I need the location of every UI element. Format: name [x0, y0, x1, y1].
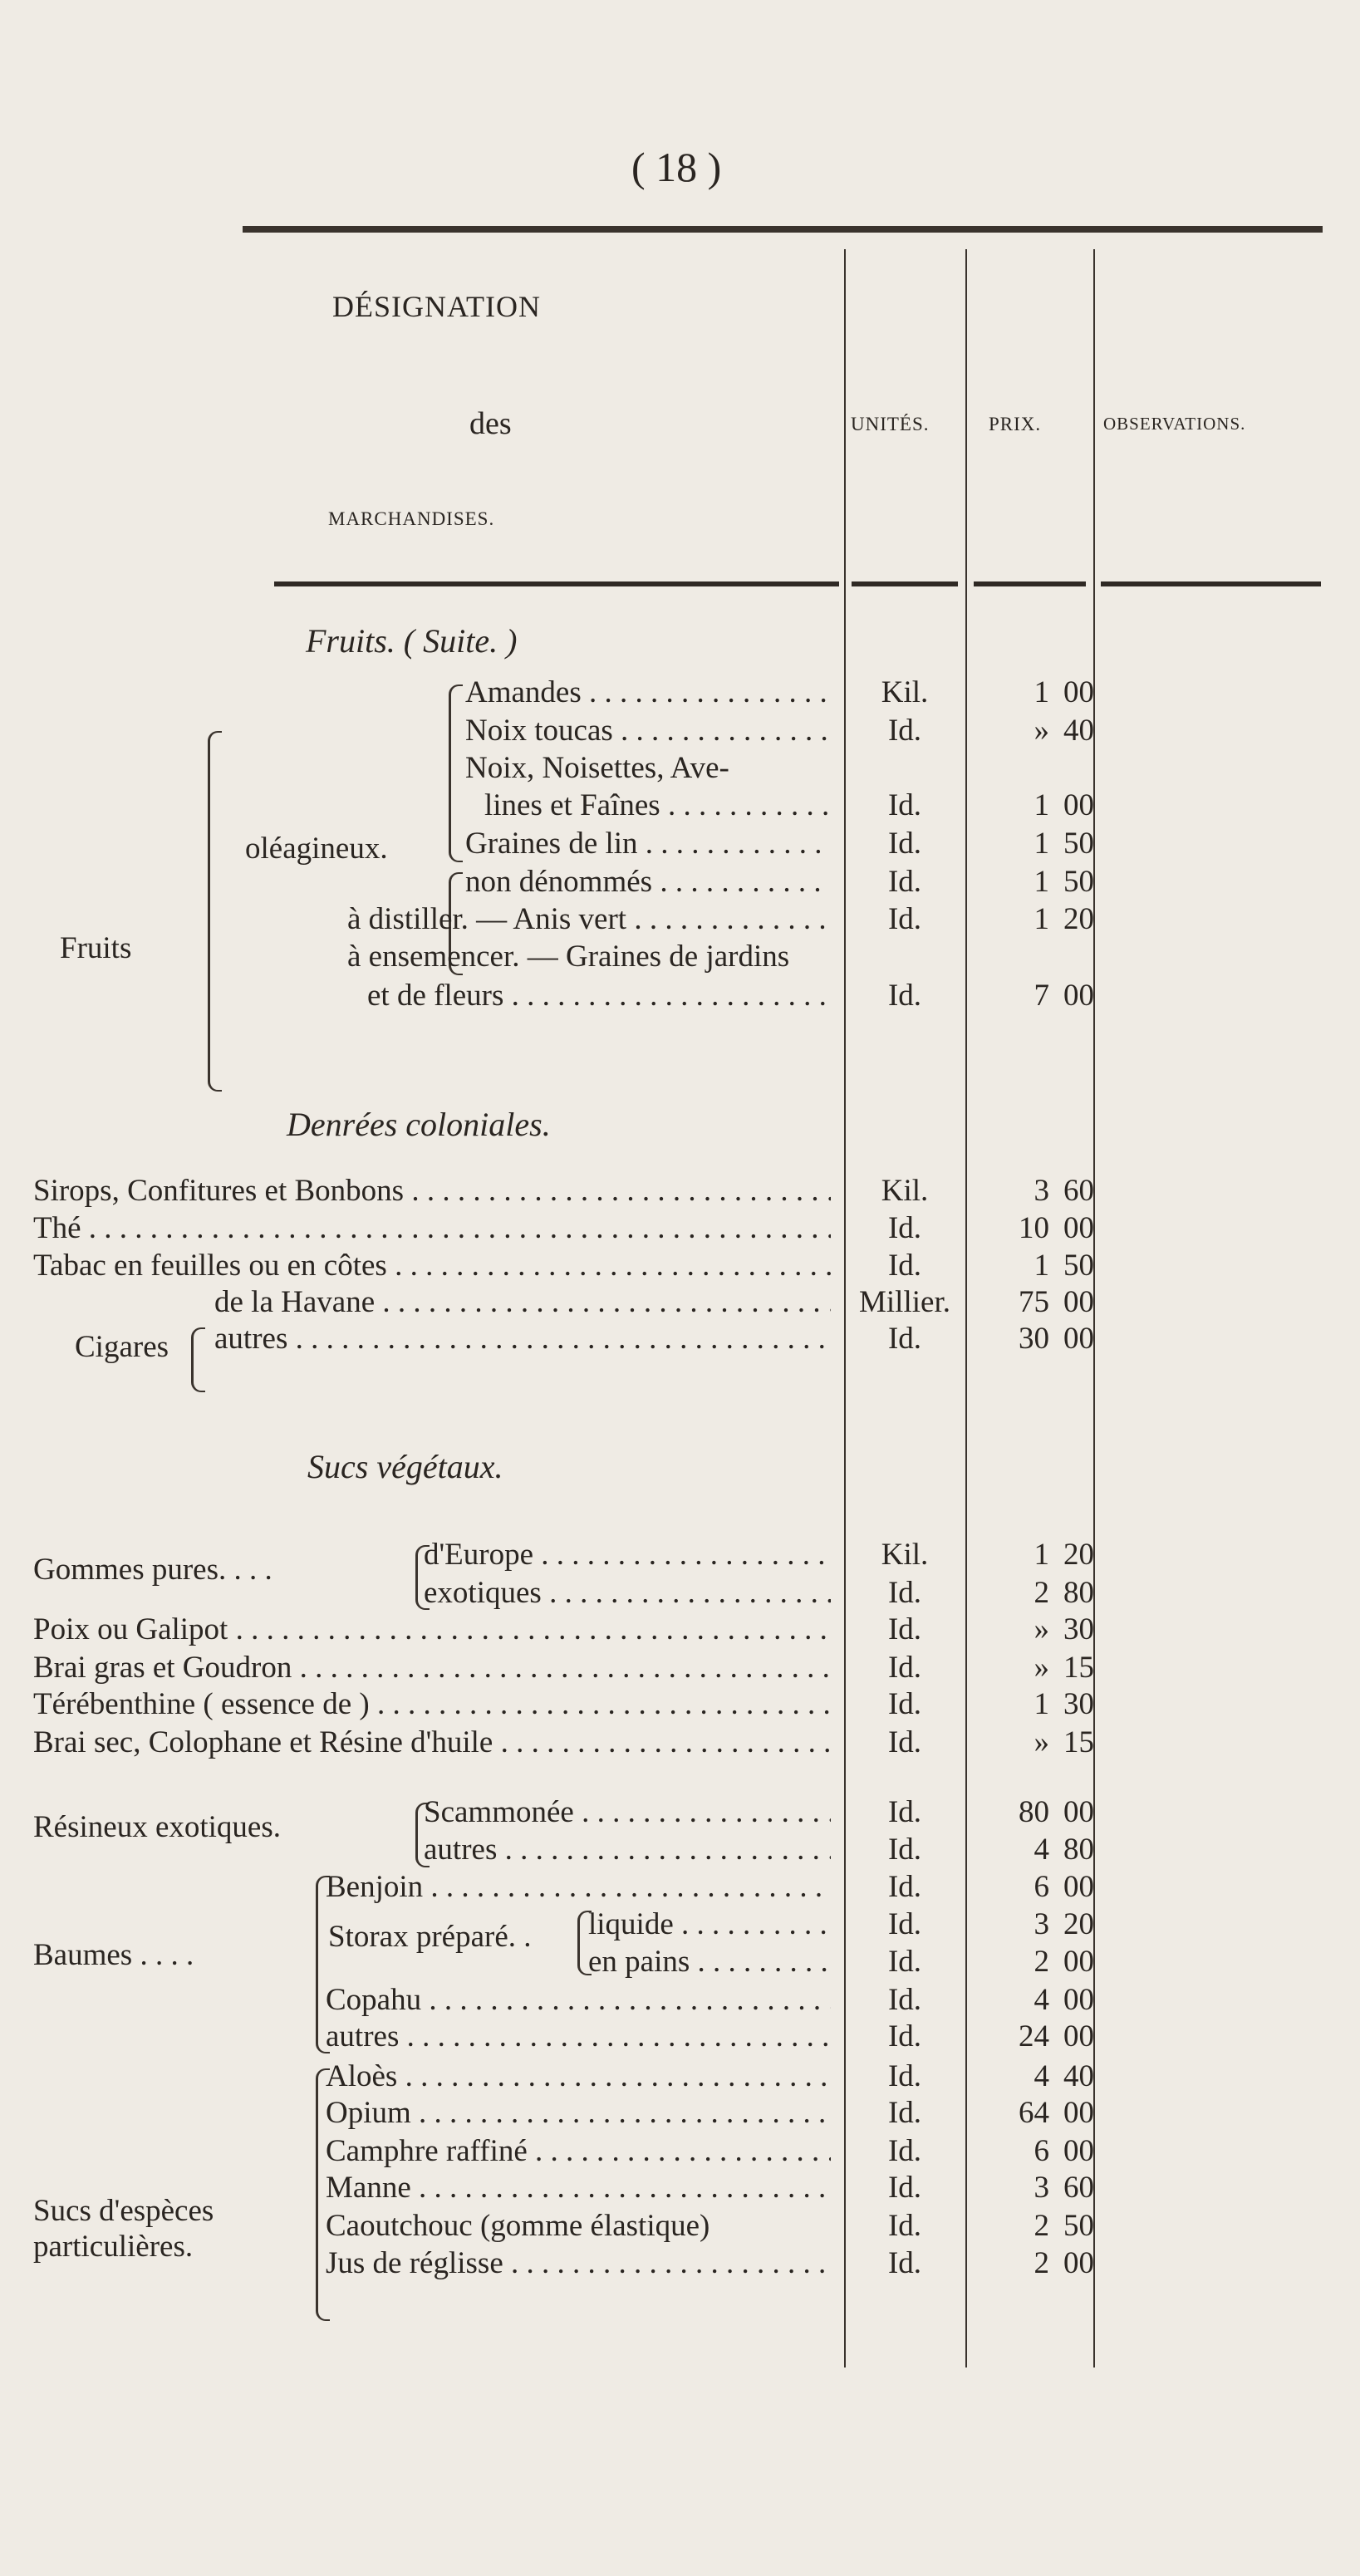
- table-row: [0, 1248, 1163, 1284]
- row-unit: Id.: [887, 1945, 922, 1979]
- row-price-centimes: 00: [1063, 1945, 1094, 1979]
- table-row: [0, 826, 1163, 862]
- row-price-centimes: 50: [1063, 827, 1094, 861]
- row-price-francs: 4: [1034, 1833, 1049, 1867]
- row-label: autres . . .: [424, 1832, 831, 1867]
- row-unit: Id.: [887, 979, 922, 1013]
- row-price-centimes: 00: [1063, 1795, 1094, 1829]
- row-unit: Kil.: [881, 1174, 929, 1208]
- row-unit: Id.: [887, 2209, 922, 2243]
- row-price-centimes: 20: [1063, 902, 1094, 936]
- row-unit: Id.: [887, 1249, 922, 1283]
- row-unit: Id.: [887, 1687, 922, 1721]
- row-label: Copahu . . .: [326, 1982, 831, 2018]
- row-price-centimes: 00: [1063, 1211, 1094, 1245]
- row-price-francs: 1: [1034, 1249, 1049, 1283]
- header-observations: OBSERVATIONS.: [1103, 414, 1246, 434]
- row-unit: Id.: [887, 1322, 922, 1356]
- table-row: [0, 713, 1163, 749]
- row-unit: Id.: [887, 1576, 922, 1610]
- table-row: [0, 788, 1163, 824]
- row-price-francs: 2: [1034, 1576, 1049, 1610]
- row-price-francs: 1: [1034, 902, 1049, 936]
- table-row: [0, 1794, 1163, 1831]
- table-row: [0, 901, 1163, 938]
- group-fruits: Fruits: [60, 931, 132, 965]
- table-row: [0, 1210, 1163, 1247]
- row-unit: Id.: [887, 2134, 922, 2168]
- row-unit: Id.: [887, 827, 922, 861]
- row-price-francs: 1: [1034, 1687, 1049, 1721]
- row-price-centimes: 50: [1063, 1249, 1094, 1283]
- table-row: [0, 1173, 1163, 1209]
- table-row: [0, 1869, 1163, 1906]
- row-price-francs: 7: [1034, 979, 1049, 1013]
- table-row: [0, 1725, 1163, 1761]
- row-label: à ensemencer. — Graines de jardins: [347, 940, 790, 974]
- row-unit: Id.: [887, 1725, 922, 1759]
- row-unit: Id.: [887, 788, 922, 822]
- row-price-centimes: 20: [1063, 1907, 1094, 1941]
- row-label: Thé . . .: [33, 1210, 831, 1246]
- table-row: [0, 1686, 1163, 1723]
- row-price-centimes: 00: [1063, 1285, 1094, 1319]
- row-price-francs: 2: [1034, 1945, 1049, 1979]
- row-price-francs: 2: [1034, 2209, 1049, 2243]
- row-price-centimes: 00: [1063, 1870, 1094, 1904]
- group-baumes: Baumes . . . .: [33, 1938, 194, 1972]
- row-price-centimes: 30: [1063, 1612, 1094, 1646]
- row-unit: Kil.: [881, 675, 929, 709]
- table-row: [0, 2058, 1163, 2095]
- header-rule: [852, 581, 958, 586]
- row-label: de la Havane . . .: [214, 1284, 831, 1320]
- row-unit: Id.: [887, 1833, 922, 1867]
- group-oleagineux: oléagineux.: [245, 832, 388, 866]
- row-price-centimes: 00: [1063, 788, 1094, 822]
- row-label: autres . . .: [326, 2019, 831, 2054]
- header-rule: [274, 581, 839, 586]
- row-label: Benjoin . . .: [326, 1869, 831, 1905]
- header-prix: PRIX.: [989, 414, 1042, 434]
- table-row: [0, 978, 1163, 1014]
- row-label: Manne . . .: [326, 2170, 831, 2206]
- row-price-francs: 24: [1019, 2019, 1049, 2053]
- table-row: [0, 2133, 1163, 2170]
- row-label: Poix ou Galipot . . .: [33, 1612, 831, 1647]
- row-price-francs: »: [1034, 714, 1049, 748]
- table-row: [0, 675, 1163, 711]
- row-unit: Id.: [887, 714, 922, 748]
- table-row: [0, 750, 1163, 787]
- row-price-centimes: 80: [1063, 1576, 1094, 1610]
- row-label: Opium . . .: [326, 2095, 831, 2131]
- section-fruits: Fruits. ( Suite. ): [306, 622, 518, 660]
- row-label: en pains . . .: [588, 1944, 831, 1980]
- row-price-francs: 1: [1034, 675, 1049, 709]
- row-price-centimes: 60: [1063, 2171, 1094, 2205]
- row-unit: Id.: [887, 1211, 922, 1245]
- row-price-centimes: 80: [1063, 1833, 1094, 1867]
- group-gommes: Gommes pures. . . .: [33, 1553, 272, 1587]
- row-price-francs: 10: [1019, 1211, 1049, 1245]
- table-row: [0, 2095, 1163, 2132]
- row-label: liquide . . .: [588, 1906, 831, 1942]
- row-label: Aloès . . .: [326, 2058, 831, 2094]
- top-rule: [243, 226, 1323, 233]
- row-price-francs: 2: [1034, 2246, 1049, 2280]
- page-number: ( 18 ): [631, 144, 722, 190]
- row-price-francs: 4: [1034, 2059, 1049, 2093]
- section-sucs: Sucs végétaux.: [307, 1448, 503, 1485]
- row-label: d'Europe . . .: [424, 1537, 831, 1573]
- row-price-centimes: 15: [1063, 1725, 1094, 1759]
- row-price-francs: 3: [1034, 2171, 1049, 2205]
- group-storax: Storax préparé. .: [328, 1920, 532, 1954]
- table-row: [0, 1321, 1163, 1357]
- row-label: à distiller. — Anis vert . . .: [347, 901, 831, 937]
- row-price-francs: 75: [1019, 1285, 1049, 1319]
- row-unit: Id.: [887, 1612, 922, 1646]
- table-row: [0, 1284, 1163, 1321]
- row-unit: Id.: [887, 865, 922, 899]
- row-price-centimes: 00: [1063, 675, 1094, 709]
- row-label: Noix, Noisettes, Ave-: [465, 751, 729, 785]
- row-price-centimes: 40: [1063, 714, 1094, 748]
- row-price-centimes: 15: [1063, 1651, 1094, 1685]
- table-row: [0, 1537, 1163, 1573]
- header-designation: DÉSIGNATION: [332, 290, 541, 323]
- row-price-centimes: 00: [1063, 2134, 1094, 2168]
- group-cigares: Cigares: [75, 1330, 169, 1364]
- row-unit: Id.: [887, 1795, 922, 1829]
- row-price-centimes: 00: [1063, 979, 1094, 1013]
- row-price-francs: 80: [1019, 1795, 1049, 1829]
- table-row: [0, 2208, 1163, 2245]
- row-price-francs: »: [1034, 1651, 1049, 1685]
- row-label: Tabac en feuilles ou en côtes . . .: [33, 1248, 831, 1283]
- table-row: [0, 1575, 1163, 1612]
- header-rule: [1101, 581, 1321, 586]
- group-resineux: Résineux exotiques.: [33, 1810, 282, 1844]
- header-rule: [974, 581, 1086, 586]
- header-unites: UNITÉS.: [851, 414, 930, 434]
- row-label: Brai sec, Colophane et Résine d'huile . . .: [33, 1725, 831, 1760]
- table-row: [0, 1982, 1163, 2019]
- row-label: et de fleurs . . .: [367, 978, 831, 1013]
- table-row: [0, 864, 1163, 900]
- row-unit: Kil.: [881, 1538, 929, 1572]
- table-row: [0, 1906, 1163, 1943]
- row-label: Amandes . . .: [465, 675, 831, 710]
- row-unit: Id.: [887, 1907, 922, 1941]
- row-price-francs: 1: [1034, 865, 1049, 899]
- table-row: [0, 939, 1163, 975]
- row-unit: Id.: [887, 2096, 922, 2130]
- row-label: Sirops, Confitures et Bonbons . . .: [33, 1173, 831, 1209]
- row-label: Caoutchouc (gomme élastique): [326, 2209, 710, 2243]
- table-row: [0, 1650, 1163, 1686]
- row-label: Graines de lin . . .: [465, 826, 831, 861]
- row-price-centimes: 60: [1063, 1174, 1094, 1208]
- row-price-francs: 3: [1034, 1907, 1049, 1941]
- row-label: Jus de réglisse . . .: [326, 2245, 831, 2281]
- row-price-centimes: 20: [1063, 1538, 1094, 1572]
- row-price-centimes: 50: [1063, 2209, 1094, 2243]
- row-price-francs: »: [1034, 1612, 1049, 1646]
- row-unit: Id.: [887, 2059, 922, 2093]
- row-unit: Id.: [887, 2019, 922, 2053]
- table-row: [0, 2245, 1163, 2282]
- row-price-francs: 30: [1019, 1322, 1049, 1356]
- row-label: non dénommés . . .: [465, 864, 831, 900]
- row-price-centimes: 00: [1063, 2019, 1094, 2053]
- row-label: Noix toucas . . .: [465, 713, 831, 748]
- row-label: Scammonée . . .: [424, 1794, 831, 1830]
- header-marchandises: MARCHANDISES.: [328, 508, 495, 529]
- row-price-centimes: 50: [1063, 865, 1094, 899]
- row-price-centimes: 00: [1063, 1983, 1094, 2017]
- group-sucs-line1: Sucs d'espèces: [33, 2194, 214, 2228]
- row-unit: Millier.: [859, 1285, 950, 1319]
- row-price-francs: »: [1034, 1725, 1049, 1759]
- group-sucs-line2: particulières.: [33, 2230, 194, 2264]
- row-label: autres . . .: [214, 1321, 831, 1357]
- row-price-centimes: 00: [1063, 2246, 1094, 2280]
- row-price-francs: 1: [1034, 1538, 1049, 1572]
- table-row: [0, 1832, 1163, 1868]
- row-unit: Id.: [887, 1651, 922, 1685]
- row-unit: Id.: [887, 2246, 922, 2280]
- table-row: [0, 2019, 1163, 2055]
- row-price-centimes: 40: [1063, 2059, 1094, 2093]
- row-price-centimes: 30: [1063, 1687, 1094, 1721]
- table-row: [0, 2170, 1163, 2206]
- table-row: [0, 1612, 1163, 1648]
- row-price-francs: 4: [1034, 1983, 1049, 2017]
- row-unit: Id.: [887, 1870, 922, 1904]
- row-label: lines et Faînes . . .: [484, 788, 831, 823]
- row-label: Camphre raffiné . . .: [326, 2133, 831, 2169]
- row-price-centimes: 00: [1063, 1322, 1094, 1356]
- table-row: [0, 1944, 1163, 1980]
- row-label: exotiques . . .: [424, 1575, 831, 1611]
- row-label: Térébenthine ( essence de ) . . .: [33, 1686, 831, 1722]
- row-unit: Id.: [887, 1983, 922, 2017]
- header-des: des: [469, 406, 512, 441]
- row-unit: Id.: [887, 902, 922, 936]
- row-price-francs: 64: [1019, 2096, 1049, 2130]
- row-price-francs: 6: [1034, 1870, 1049, 1904]
- row-unit: Id.: [887, 2171, 922, 2205]
- row-price-centimes: 00: [1063, 2096, 1094, 2130]
- row-price-francs: 1: [1034, 788, 1049, 822]
- row-label: Brai gras et Goudron . . .: [33, 1650, 831, 1685]
- row-price-francs: 1: [1034, 827, 1049, 861]
- row-price-francs: 3: [1034, 1174, 1049, 1208]
- row-price-francs: 6: [1034, 2134, 1049, 2168]
- section-denrees: Denrées coloniales.: [287, 1106, 551, 1143]
